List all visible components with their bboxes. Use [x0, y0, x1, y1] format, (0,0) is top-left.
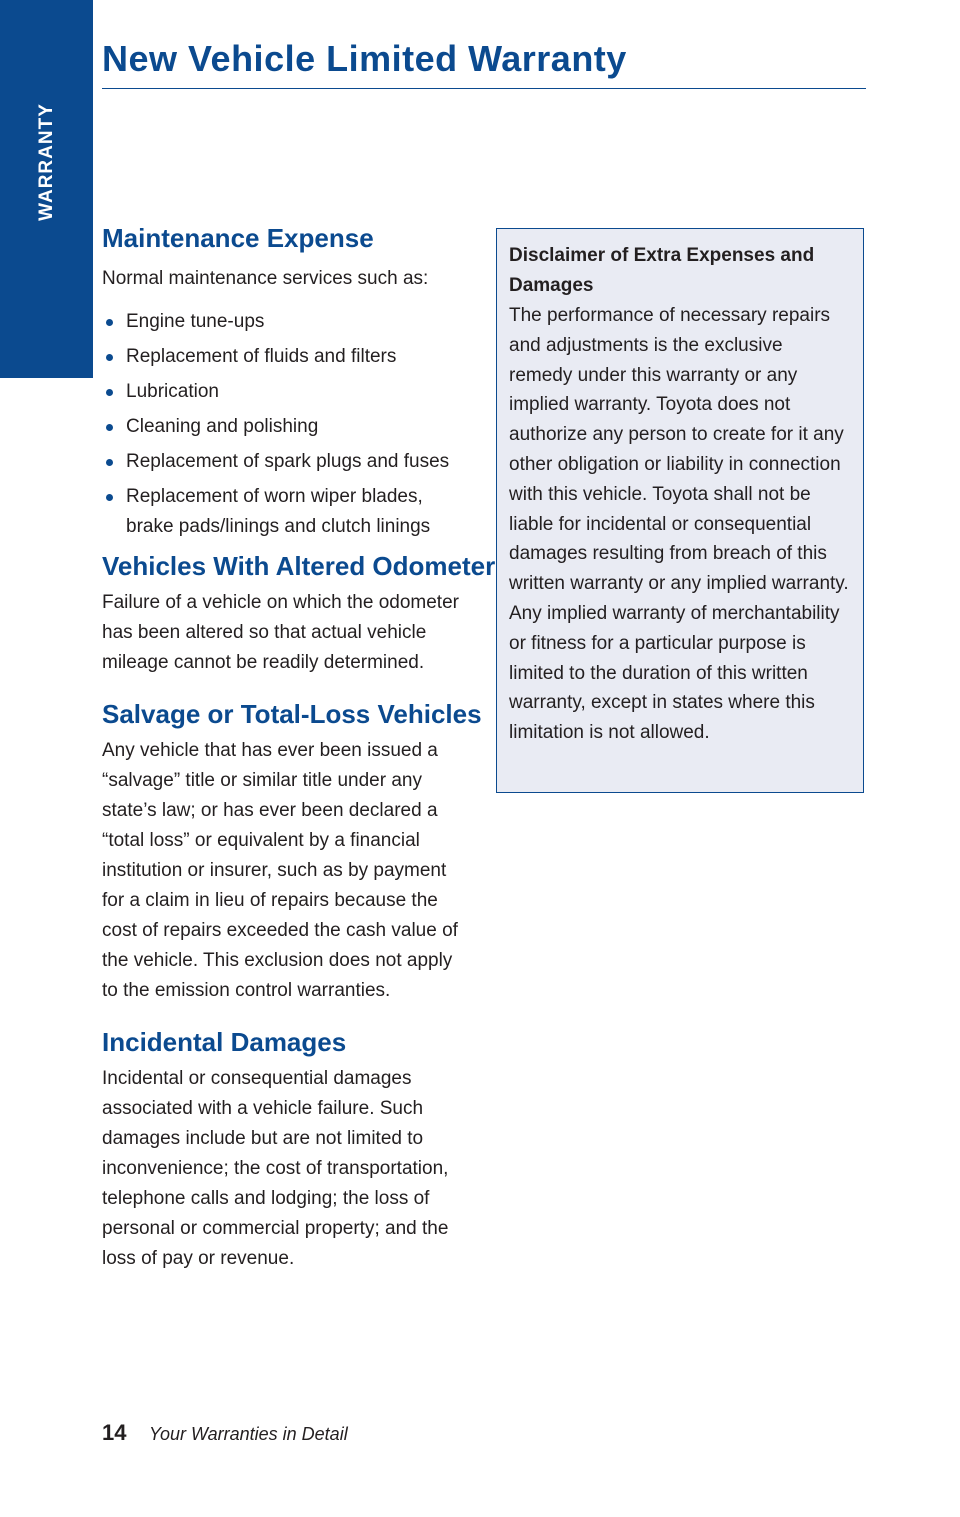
- bullet-icon: [106, 424, 113, 431]
- list-item: Cleaning and polishing: [102, 412, 472, 442]
- disclaimer-box: [496, 228, 864, 793]
- odometer-heading: Vehicles With Altered Odometer: [102, 551, 496, 581]
- bullet-icon: [106, 389, 113, 396]
- exclusions-column: [102, 220, 496, 1274]
- list-item: Engine tune-ups: [102, 307, 472, 337]
- maintenance-intro: Normal maintenance services such as:: [102, 268, 429, 289]
- maintenance-section: [102, 220, 472, 542]
- page-number: 14: [102, 1420, 127, 1445]
- list-item: Lubrication: [102, 377, 472, 407]
- disclaimer-heading: Disclaimer of Extra Expenses and Damages: [509, 245, 815, 296]
- disclaimer-body: The performance of necessary repairs and adjustments is the exclusive remedy under this warranty or any implied warranty. Toyota does not authorize any person to create for it any other obligation or liability in connection with this vehicle. Toyota shall not be liable for incidental or consequential damages resulting from breach of this written warranty or any implied warranty. Any implied warranty of merchantability or fitness for a particular purpose is limited to the duration of this written warranty, except in states where this limitation is not allowed.: [509, 305, 849, 744]
- salvage-heading: Salvage or Total-Loss Vehicles: [102, 699, 482, 729]
- odometer-section: [102, 548, 496, 678]
- salvage-body: Any vehicle that has ever been issued a “salvage” title or similar title under any state’s law; or has ever been declared a “total loss” or equivalent by a financial institution or insurer, such as by payment for a claim in lieu of repairs because the cost of repairs exceeded the cash value of the vehicle. This exclusion does not apply to the emission control warranties.: [102, 740, 458, 1001]
- page-footer: [102, 1420, 348, 1446]
- bullet-icon: [106, 494, 113, 501]
- maintenance-heading: Maintenance Expense: [102, 223, 374, 253]
- side-tab: [0, 0, 93, 378]
- list-item: Replacement of fluids and filters: [102, 342, 472, 372]
- title-rule: [102, 88, 866, 89]
- incidental-heading: Incidental Damages: [102, 1027, 347, 1057]
- salvage-section: [102, 696, 482, 1006]
- incidental-section: [102, 1024, 472, 1274]
- incidental-body: Incidental or consequential damages associated with a vehicle failure. Such damages include but are not limited to inconvenience; the cost of transportation, telephone calls and lodging; the loss of personal or commercial property; and the loss of pay or revenue.: [102, 1068, 449, 1269]
- bullet-icon: [106, 319, 113, 326]
- odometer-body: Failure of a vehicle on which the odometer has been altered so that actual vehicle mileage cannot be readily determined.: [102, 592, 459, 673]
- list-item: Replacement of worn wiper blades, brake pads/linings and clutch linings: [102, 482, 472, 542]
- bullet-icon: [106, 459, 113, 466]
- list-item: Replacement of spark plugs and fuses: [102, 447, 472, 477]
- footer-text: Your Warranties in Detail: [148, 1424, 348, 1444]
- page-title: New Vehicle Limited Warranty: [102, 38, 627, 79]
- side-tab-label: WARRANTY: [36, 103, 57, 221]
- maintenance-list: [102, 307, 472, 542]
- bullet-icon: [106, 354, 113, 361]
